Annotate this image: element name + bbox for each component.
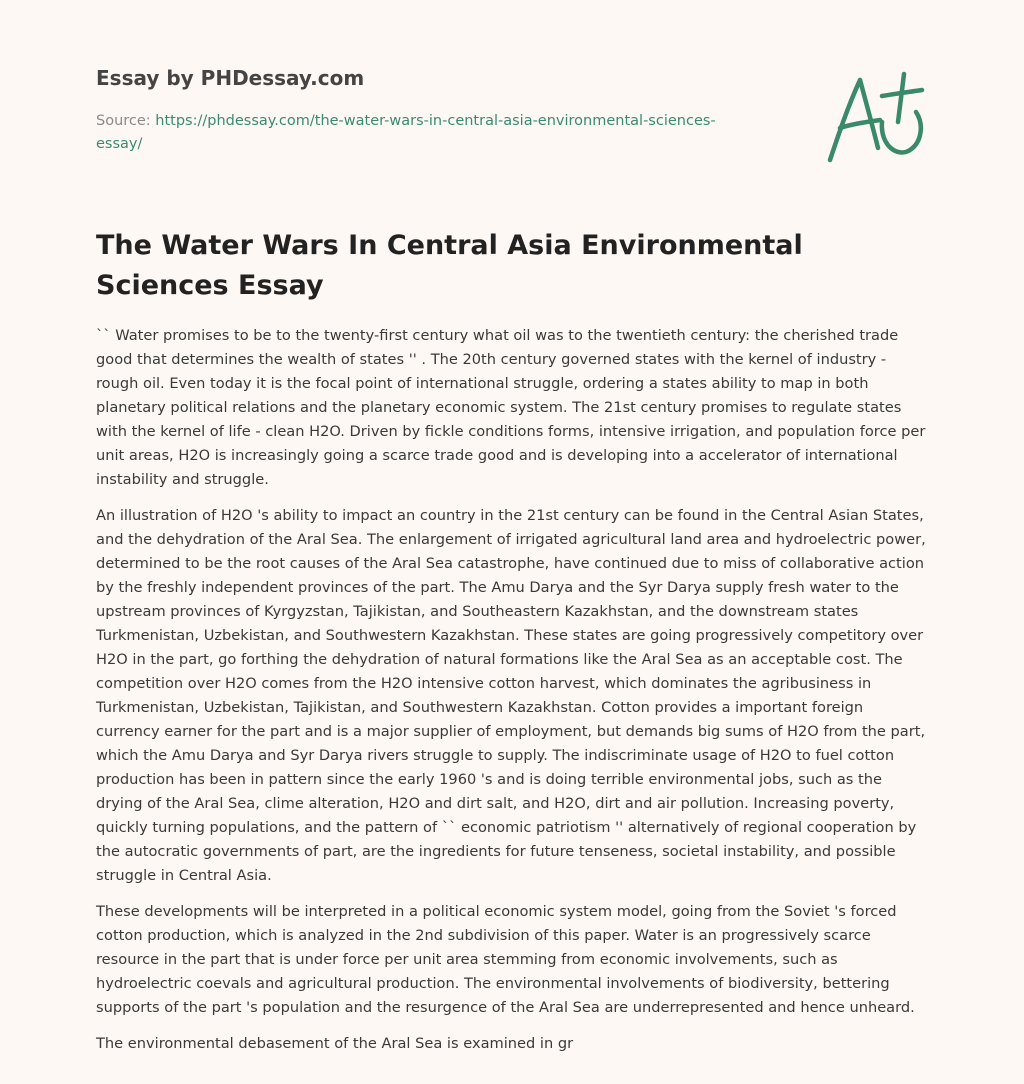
essay-paragraph: These developments will be interpreted in a political economic system model, going from the Soviet 's forced cotton production, which is analyzed in the 2nd subdivision of this paper. Water is an progressively scarce resource in the part that is under force per unit area stemming from economic involvements, such as hydroelectric coevals and agricultural production. The environmental involvements of biodiversity, bettering supports of the part 's population and the resurgence of the Aral Sea are underrepresented and hence unheard. (96, 903, 915, 1016)
essay-paragraph: An illustration of H2O 's ability to impact an country in the 21st century can be found in the Central Asian States, and the dehydration of the Aral Sea. The enlargement of irrigated agricultural land area and hydroelectric power, determined to be the root causes of the Aral Sea catastrophe, have continued due to miss of collaborative action by the freshly independent provinces of the part. The Amu Darya and the Syr Darya supply fresh water to the upstream provinces of Kyrgyzstan, Tajikistan, and Southeastern Kazakhstan, and the downstream states Turkmenistan, Uzbekistan, and Southwestern Kazakhstan. These states are going progressively competitory over H2O in the part, go forthing the dehydration of natural formations like the Aral Sea as an acceptable cost. The competition over H2O comes from the H2O intensive cotton harvest, which dominates the agribusiness in Turkmenistan, Uzbekistan, Tajikistan, and Southwestern Kazakhstan. Cotton provides a important foreign currency earner for the part and is a major supplier of employment, but demands big sums of H2O from the part, which the Amu Darya and Syr Darya rivers struggle to supply. The indiscriminate usage of H2O to fuel cotton production has been in pattern since the early 1960 's and is doing terrible environmental jobs, such as the drying of the Aral Sea, clime alteration, H2O and dirt salt, and H2O, dirt and air pollution. Increasing poverty, quickly turning populations, and the pattern of `` economic patriotism '' alternatively of regional cooperation by the autocratic governments of part, are the ingredients for future tenseness, societal instability, and possible struggle in Central Asia. (96, 507, 926, 884)
brand-title: Essay by PHDessay.com (96, 66, 365, 90)
source-line (96, 110, 756, 156)
essay-body (96, 324, 930, 1068)
essay-paragraph-truncated: The environmental debasement of the Aral Sea is examined in gr (96, 1035, 574, 1052)
a-plus-grade-icon (818, 66, 930, 166)
essay-paragraph: `` Water promises to be to the twenty-first century what oil was to the twentieth century: the cherished trade good that determines the wealth of states '' . The 20th century governed states with the kernel of industry - rough oil. Even today it is the focal point of international struggle, ordering a states ability to map in both planetary political relations and the planetary economic system. The 21st century promises to regulate states with the kernel of life - clean H2O. Driven by fickle conditions forms, intensive irrigation, and population force per unit areas, H2O is increasingly going a scarce trade good and is developing into a accelerator of international instability and struggle. (96, 327, 926, 488)
source-link[interactable]: https://phdessay.com/the-water-wars-in-central-asia-environmental-sciences-essay/ (96, 113, 716, 152)
essay-title: The Water Wars In Central Asia Environmental Sciences Essay (96, 230, 803, 301)
source-label: Source: (96, 113, 156, 129)
page-header (96, 64, 756, 156)
